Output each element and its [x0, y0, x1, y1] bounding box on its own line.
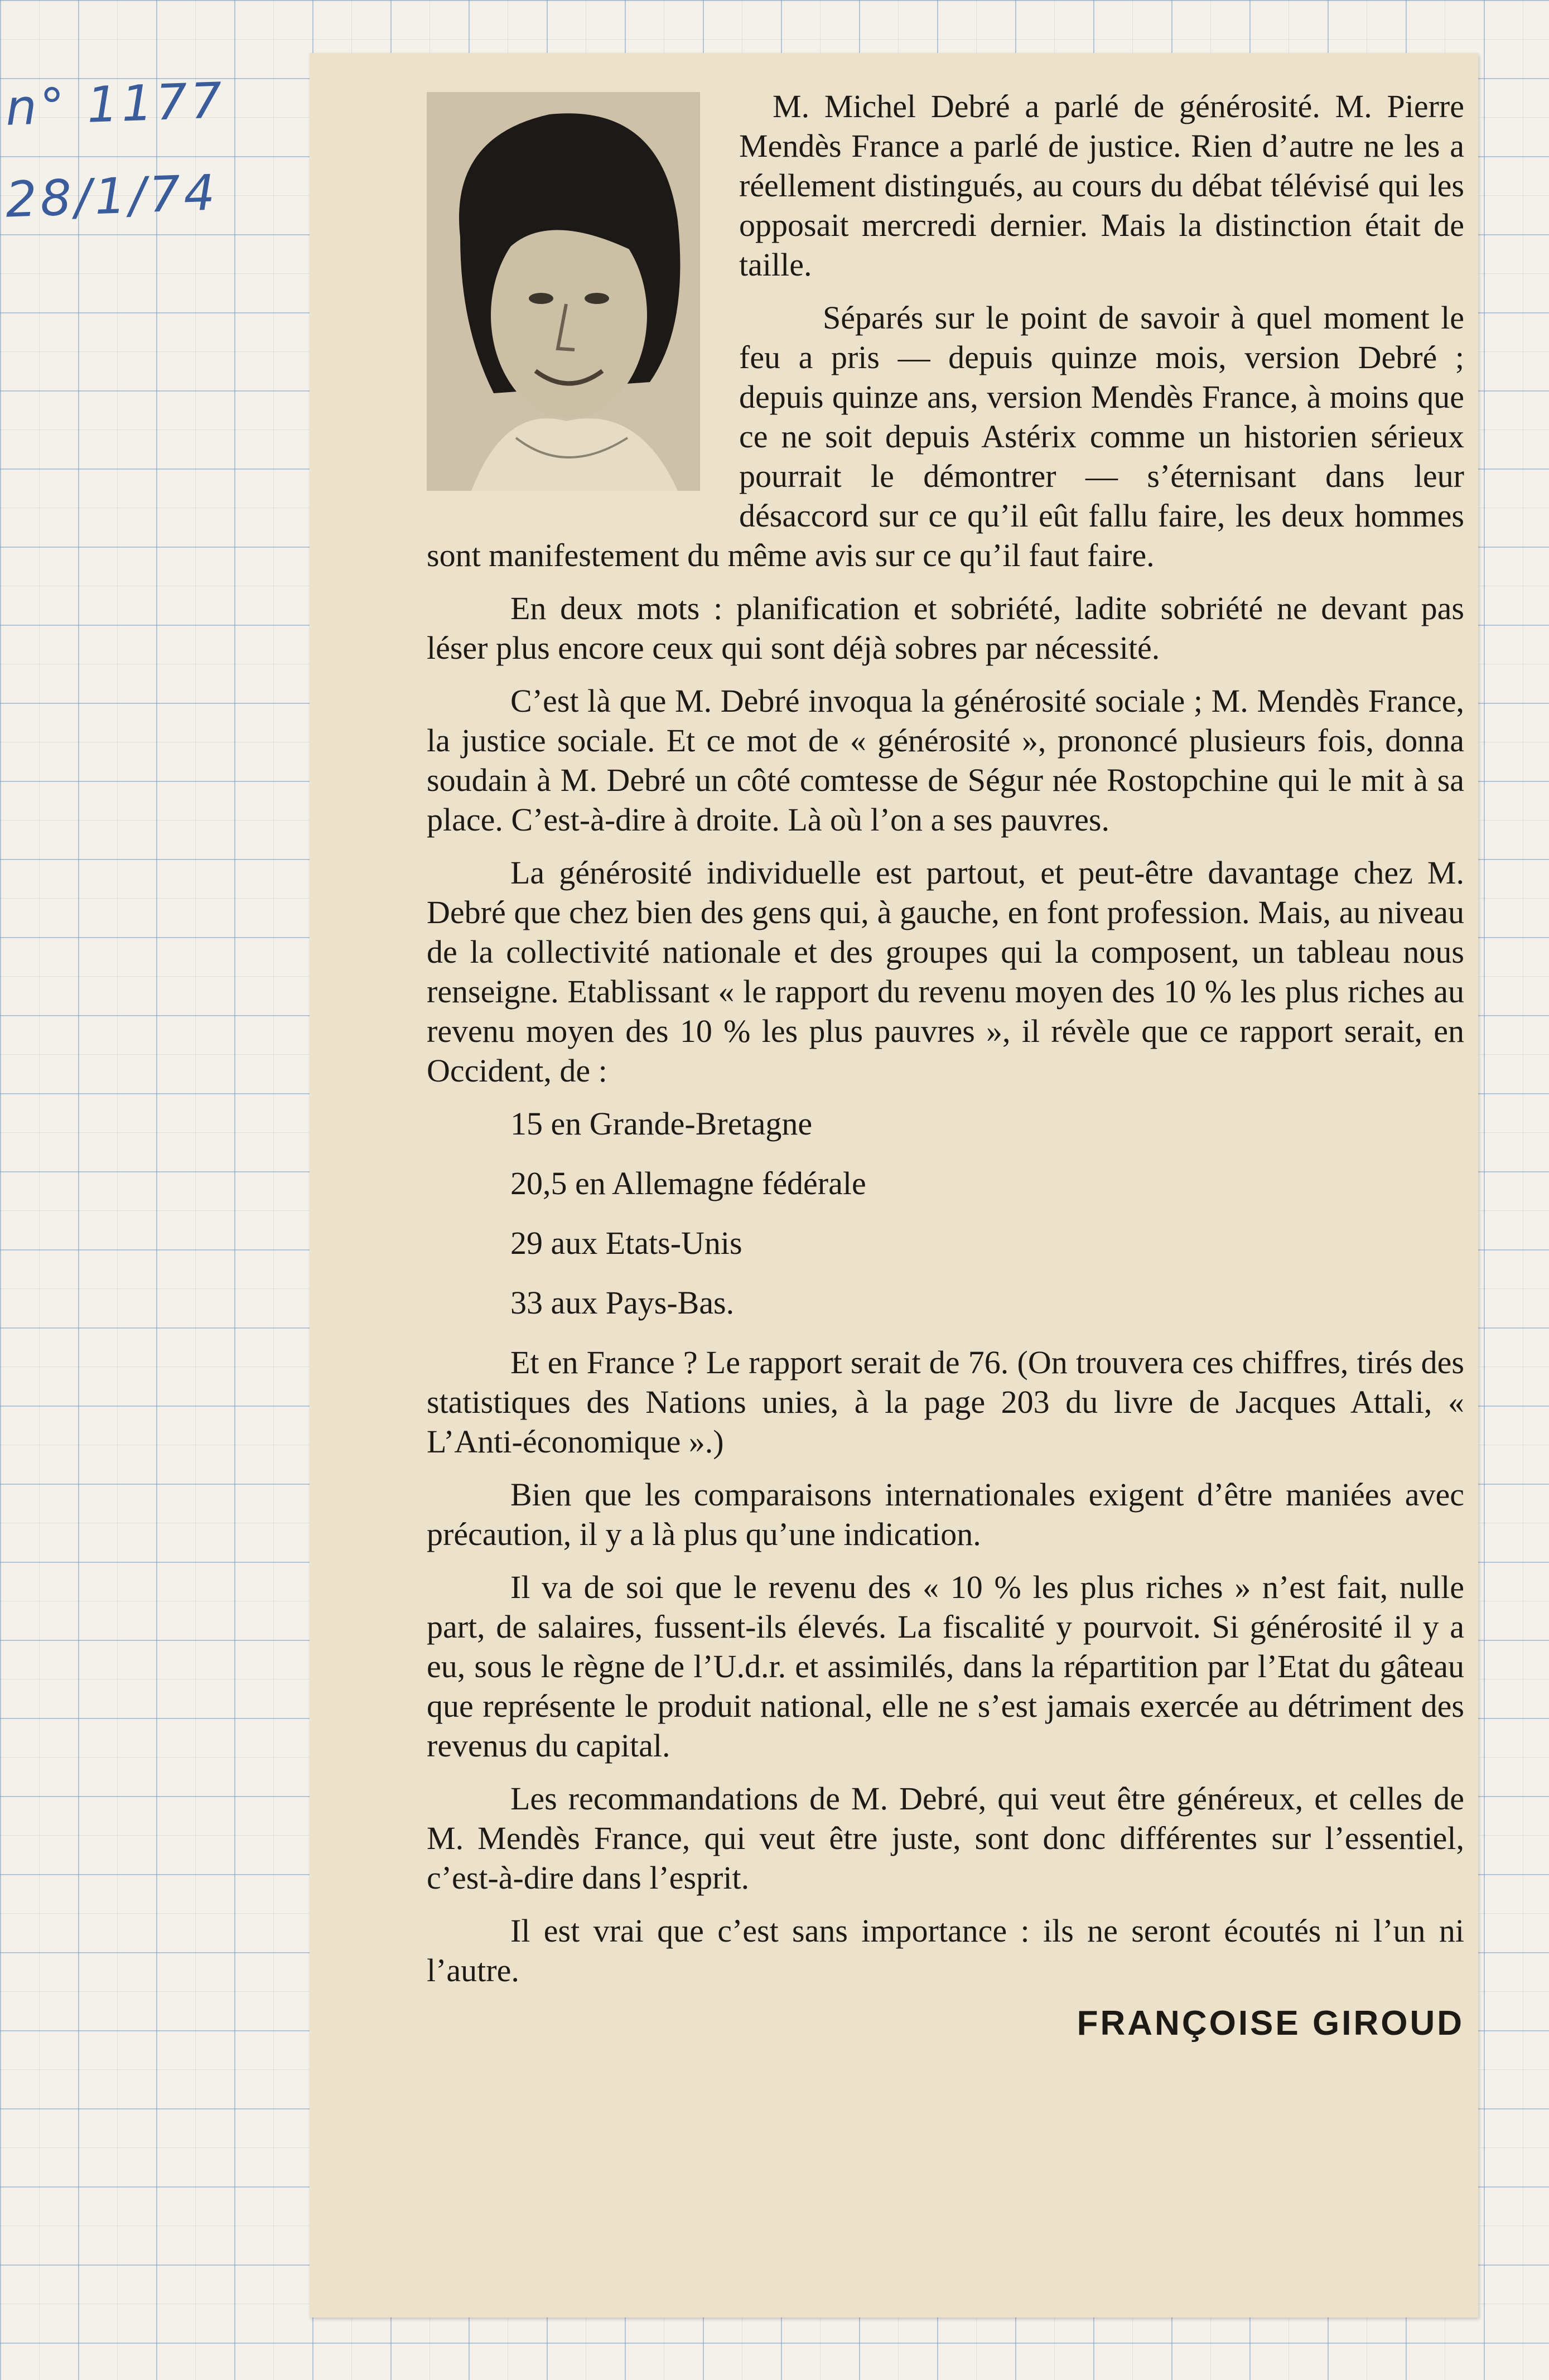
article-paragraph: Il est vrai que c’est sans importance : ils ne seront écoutés ni l’un ni l’autre.: [427, 1913, 1464, 1988]
article-paragraph: Il va de soi que le revenu des « 10 % les plus riches » n’est fait, nulle part, de salaires, fussent-ils élevés. La fiscalité y pourvoit. Si générosité il y a eu, sous le règne de l’U.d.r. et assimilés, dans la répartition par l’Etat du gâteau que représente le produit national, elle ne s’est jamais exercée au détriment des revenus du capital.: [427, 1569, 1464, 1764]
article-paragraph: Et en France ? Le rapport serait de 76. (On trouvera ces chiffres, tirés des statistiques des Nations unies, à la page 203 du livre de Jacques Attali, « L’Anti-économique ».): [427, 1344, 1464, 1460]
article-paragraph: En deux mots : planification et sobriété, ladite sobriété ne devant pas léser plus encore ceux qui sont déjà sobres par nécessité.: [427, 590, 1464, 666]
newspaper-clipping: [310, 53, 1478, 2318]
ratio-list-item: 20,5 en Allemagne fédérale: [510, 1165, 866, 1201]
ratio-list-item: 15 en Grande-Bretagne: [510, 1105, 813, 1142]
article-body: [427, 86, 1464, 2043]
handwritten-date: 28/1/74: [4, 163, 219, 229]
author-signature: FRANÇOISE GIROUD: [1077, 2004, 1464, 2043]
article-paragraph: M. Michel Debré a parlé de générosité. M. Pierre Mendès France a parlé de justice. Rien d’autre ne les a réellement distingués, au cours du débat télévisé qui les opposait mercredi dernier. Mais la distinction était de taille.: [739, 88, 1464, 283]
article-paragraph: C’est là que M. Debré invoqua la générosité sociale ; M. Mendès France, la justice sociale. Et ce mot de « générosité », prononcé plusieurs fois, donna soudain à M. Debré un côté comtesse de Ségur née Rostopchine qui le mit à sa place. C’est-à-dire à droite. Là où l’on a ses pauvres.: [427, 683, 1464, 838]
article-paragraph: La générosité individuelle est partout, et peut-être davantage chez M. Debré que chez bien des gens qui, à gauche, en font profession. Mais, au niveau de la collectivité nationale et des groupes qui la composent, un tableau nous renseigne. Etablissant « le rapport du revenu moyen des 10 % les plus riches au revenu moyen des 10 % les plus pauvres », il révèle que ce rapport serait, en Occident, de :: [427, 855, 1464, 1089]
article-paragraph: Bien que les comparaisons internationales exigent d’être maniées avec précaution, il y a là plus qu’une indication.: [427, 1476, 1464, 1552]
article-paragraph: Les recommandations de M. Debré, qui veut être généreux, et celles de M. Mendès France, qui veut être juste, sont donc différentes sur l’essentiel, c’est-à-dire dans l’esprit.: [427, 1780, 1464, 1896]
portrait-photo-icon: [427, 92, 700, 491]
handwritten-number: n° 1177: [4, 71, 226, 137]
ratio-list-item: 29 aux Etats-Unis: [510, 1225, 742, 1261]
article-paragraph: Séparés sur le point de savoir à quel moment le feu a pris — depuis quinze mois, version Debré ; depuis quinze ans, version Mendès France, à moins que ce ne soit depuis Astérix comme un historien sérieux pourrait le démontrer — s’éternisant dans leur désaccord sur ce qu’il eût fallu faire, les deux hommes sont manifestement du même avis sur ce qu’il faut faire.: [427, 300, 1464, 573]
ratio-list-item: 33 aux Pays-Bas.: [510, 1285, 735, 1321]
